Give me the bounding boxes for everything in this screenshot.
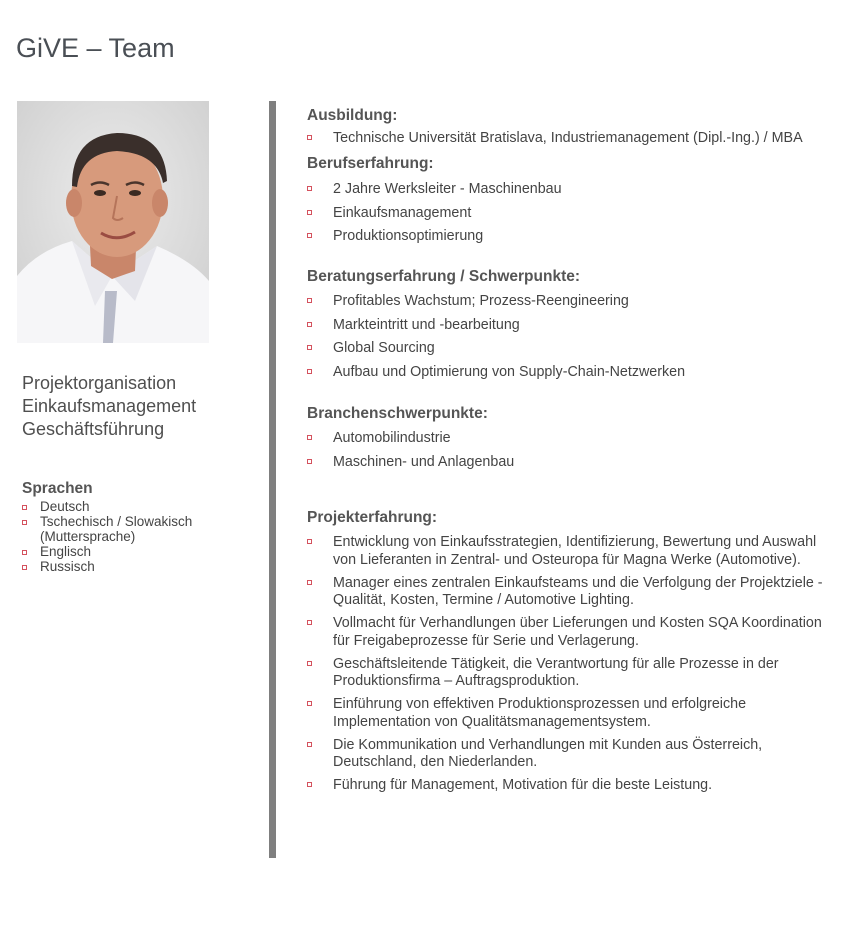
role-item: Geschäftsführung xyxy=(22,419,165,439)
list-item: Automobilindustrie xyxy=(307,430,842,448)
role-item: Projektorganisation xyxy=(22,373,177,393)
list-item: Profitables Wachstum; Prozess-Reengineering xyxy=(307,293,842,311)
section-heading: Branchenschwerpunkte: xyxy=(307,405,488,422)
vertical-divider xyxy=(269,101,276,858)
list-item: Maschinen- und Anlagenbau xyxy=(307,454,842,472)
bullet-icon xyxy=(307,539,312,544)
bullet-icon xyxy=(22,520,27,525)
bullet-icon xyxy=(307,661,312,666)
bullet-icon xyxy=(307,742,312,747)
bullet-icon xyxy=(22,550,27,555)
section-heading: Beratungserfahrung / Schwerpunkte: xyxy=(307,268,581,285)
list-item: 2 Jahre Werksleiter - Maschinenbau xyxy=(307,181,842,199)
portrait-photo xyxy=(17,101,209,343)
list-item: Markteintritt und -bearbeitung xyxy=(307,317,842,335)
language-item: Russisch xyxy=(22,559,252,574)
bullet-icon xyxy=(307,782,312,787)
bullet-icon xyxy=(307,186,312,191)
bullet-icon xyxy=(307,580,312,585)
language-item: Deutsch xyxy=(22,499,252,514)
role-list xyxy=(22,372,196,441)
section-berufserfahrung xyxy=(307,154,842,252)
list-item: Einführung von effektiven Produktionsprozessen und erfolgreiche Implementation von Qualitätsmanagementsystem. xyxy=(307,696,842,731)
list-item: Manager eines zentralen Einkaufsteams und die Verfolgung der Projektziele - Qualität, Kosten, Termine / Automotive Lighting. xyxy=(307,575,842,610)
bullet-icon xyxy=(307,620,312,625)
list-item: Die Kommunikation und Verhandlungen mit Kunden aus Österreich, Deutschland, den Niederlanden. xyxy=(307,737,842,772)
section-heading: Projekterfahrung: xyxy=(307,509,438,526)
list-item: Produktionsoptimierung xyxy=(307,228,842,246)
list-item: Vollmacht für Verhandlungen über Lieferungen und Kosten SQA Koordination für Freigabeprozesse für Serie und Verlagerung. xyxy=(307,615,842,650)
section-heading: Ausbildung: xyxy=(307,107,398,124)
bullet-icon xyxy=(307,322,312,327)
languages-heading: Sprachen xyxy=(22,480,93,497)
list-item: Technische Universität Bratislava, Industriemanagement (Dipl.-Ing.) / MBA xyxy=(307,130,842,148)
page-title: GiVE – Team xyxy=(16,33,175,63)
bullet-icon xyxy=(307,210,312,215)
bullet-icon xyxy=(307,701,312,706)
bullet-icon xyxy=(22,505,27,510)
section-branchen xyxy=(307,404,842,477)
section-heading: Berufserfahrung: xyxy=(307,155,434,172)
list-item: Einkaufsmanagement xyxy=(307,205,842,223)
bullet-icon xyxy=(307,135,312,140)
bullet-icon xyxy=(307,345,312,350)
list-item: Aufbau und Optimierung von Supply-Chain-Netzwerken xyxy=(307,364,842,382)
bullet-icon xyxy=(22,565,27,570)
bullet-icon xyxy=(307,369,312,374)
section-projekterfahrung xyxy=(307,508,842,800)
bullet-icon xyxy=(307,298,312,303)
section-beratung xyxy=(307,267,842,387)
section-ausbildung xyxy=(307,106,842,148)
language-item: Tschechisch / Slowakisch (Muttersprache) xyxy=(22,514,252,544)
role-item: Einkaufsmanagement xyxy=(22,396,197,416)
bullet-icon xyxy=(307,233,312,238)
language-item: Englisch xyxy=(22,544,252,559)
list-item: Entwicklung von Einkaufsstrategien, Identifizierung, Bewertung und Auswahl von Lieferanten in Zentral- und Osteuropa für Magna Werke (Automotive). xyxy=(307,534,842,569)
bullet-icon xyxy=(307,435,312,440)
list-item: Geschäftsleitende Tätigkeit, die Verantwortung für alle Prozesse in der Produktionsfirma – Auftragsproduktion. xyxy=(307,656,842,691)
list-item: Führung für Management, Motivation für die beste Leistung. xyxy=(307,777,842,795)
languages-section xyxy=(22,480,252,574)
bullet-icon xyxy=(307,459,312,464)
list-item: Global Sourcing xyxy=(307,340,842,358)
